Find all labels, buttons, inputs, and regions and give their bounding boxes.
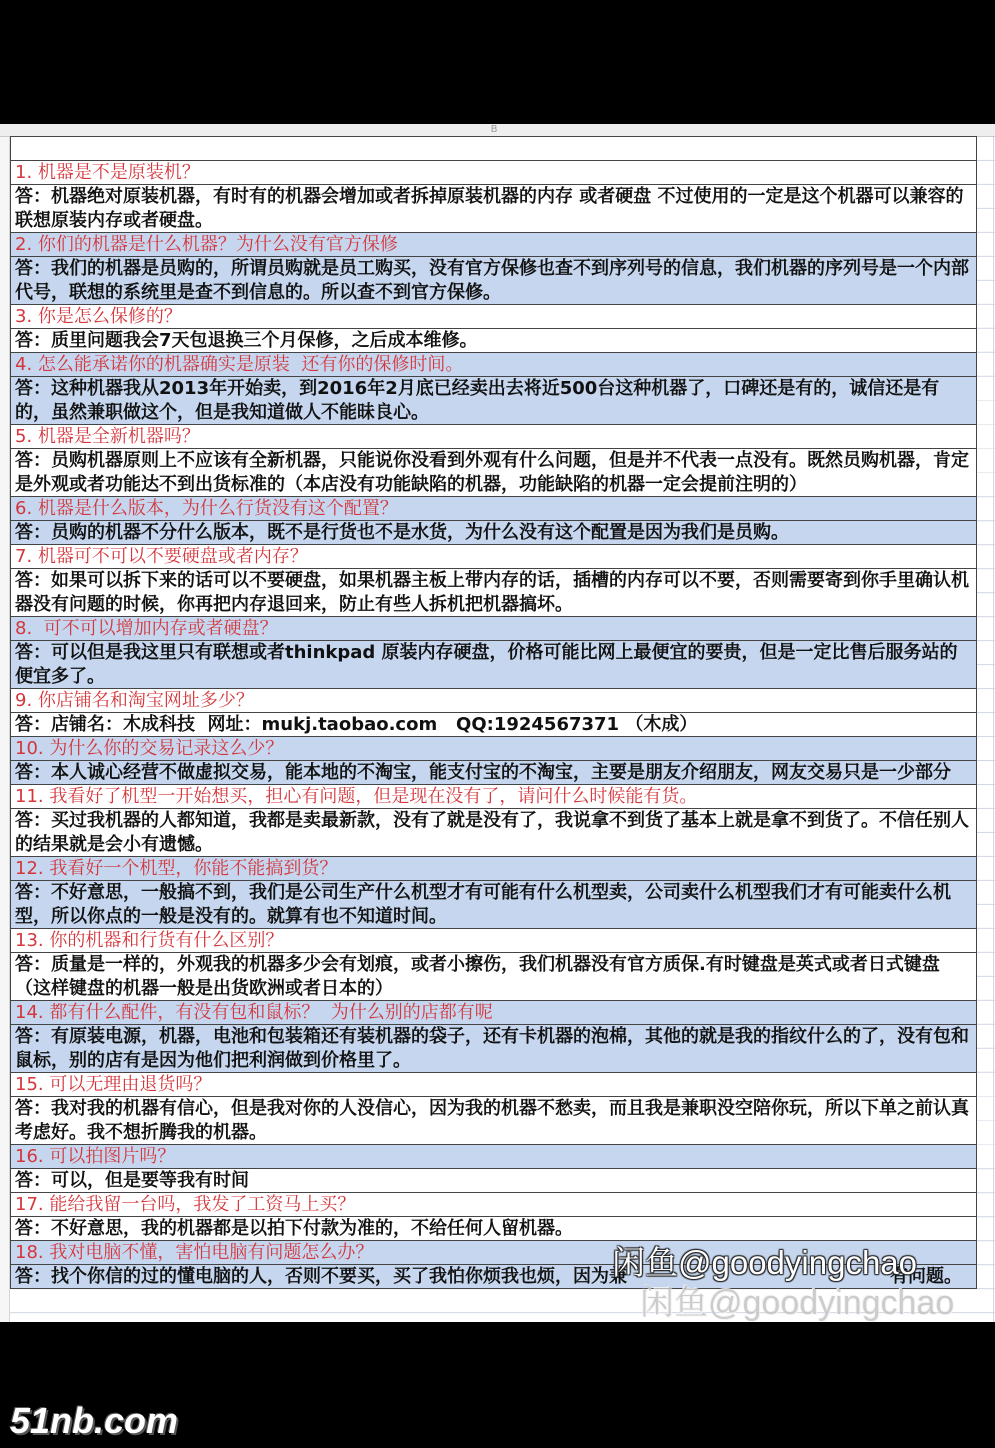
answer-cell-7[interactable] (11, 569, 976, 617)
answer-text: 答：如果可以拆下来的话可以不要硬盘，如果机器主板上带内存的话，插槽的内存可以不要，否则需要寄到你手里确认机器没有问题的时候，你再把内存退回来，防止有些人拆机把机器搞坏。 (15, 570, 969, 615)
xianyu-watermark: 闲鱼@goodyingchao (612, 1244, 918, 1281)
question-cell-15[interactable] (11, 1073, 976, 1097)
question-cell-10[interactable] (11, 737, 976, 761)
column-header-b[interactable]: B (490, 124, 498, 135)
question-cell-9[interactable] (11, 689, 976, 713)
question-cell-14[interactable] (11, 1001, 976, 1025)
question-text: 6. 机器是什么版本，为什么行货没有这个配置？ (15, 498, 398, 519)
question-cell-7[interactable] (11, 545, 976, 569)
gridline (993, 137, 994, 1322)
question-cell-6[interactable] (11, 497, 976, 521)
question-text: 18. 我对电脑不懂，害怕电脑有问题怎么办？ (15, 1242, 374, 1263)
question-text: 3. 你是怎么保修的？ (15, 306, 182, 327)
answer-text: 答：我对我的机器有信心，但是我对你的人没信心，因为我的机器不愁卖，而且我是兼职没空陪你玩，所以下单之前认真考虑好。我不想折腾我的机器。 (15, 1098, 969, 1143)
question-cell-5[interactable] (11, 425, 976, 449)
question-text: 9. 你店铺名和淘宝网址多少？ (15, 690, 254, 711)
answer-text: 答：质里问题我会7天包退换三个月保修，之后成本维修。 (15, 330, 478, 351)
spreadsheet (0, 124, 995, 1322)
answer-cell-12[interactable] (11, 881, 976, 929)
faq-title-cell[interactable] (11, 137, 976, 161)
answer-text: 答：买过我机器的人都知道，我都是卖最新款，没有了就是没有了，我说拿不到货了基本上就是拿不到货了。不信任别人的结果就是会小有遗憾。 (15, 810, 969, 855)
answer-text: 答：员购机器原则上不应该有全新机器，只能说你没看到外观有什么问题，但是并不代表一点没有。既然员购机器，肯定是外观或者功能达不到出货标准的（本店没有功能缺陷的机器，功能缺陷的机器一定会提前注明的） (15, 450, 969, 495)
answer-text: 答：我们的机器是员购的，所谓员购就是员工购买，没有官方保修也查不到序列号的信息，我们机器的序列号是一个内部代号，联想的系统里是查不到信息的。所以查不到官方保修。 (15, 258, 969, 303)
question-text: 16. 可以拍图片吗？ (15, 1146, 176, 1167)
answer-text-tail: 有问题。 (890, 1266, 962, 1287)
answer-cell-6[interactable] (11, 521, 976, 545)
faq-table (10, 136, 977, 1289)
question-cell-17[interactable] (11, 1193, 976, 1217)
question-text: 14. 都有什么配件，有没有包和鼠标？ 为什么别的店都有呢 (15, 1002, 493, 1023)
answer-cell-2[interactable] (11, 257, 976, 305)
answer-text: 答：不好意思，一般搞不到，我们是公司生产什么机型才有可能有什么机型卖，公司卖什么机型我们才有可能卖什么机型，所以你点的一般是没有的。就算有也不知道时间。 (15, 882, 951, 927)
answer-text: 答：店铺名：木成科技 网址：mukj.taobao.com QQ:1924567371 （木成） (15, 714, 698, 735)
question-text: 1. 机器是不是原装机？ (15, 162, 200, 183)
answer-cell-4[interactable] (11, 377, 976, 425)
question-text: 8. 可不可以增加内存或者硬盘？ (15, 618, 278, 639)
answer-text: 答：有原装电源，机器，电池和包装箱还有装机器的袋子，还有卡机器的泡棉，其他的就是我的指纹什么的了，没有包和鼠标，别的店有是因为他们把利润做到价格里了。 (15, 1026, 969, 1071)
answer-cell-14[interactable] (11, 1025, 976, 1073)
answer-cell-10[interactable] (11, 761, 976, 785)
question-cell-4[interactable] (11, 353, 976, 377)
answer-cell-11[interactable] (11, 809, 976, 857)
question-cell-11[interactable] (11, 785, 976, 809)
answer-cell-9[interactable] (11, 713, 976, 737)
question-cell-3[interactable] (11, 305, 976, 329)
answer-text: 答：可以，但是要等我有时间 (15, 1170, 249, 1191)
question-text: 17. 能给我留一台吗，我发了工资马上买？ (15, 1194, 356, 1215)
question-cell-8[interactable] (11, 617, 976, 641)
site-watermark-logo: 51nb.com (10, 1400, 179, 1441)
answer-text: 答：员购的机器不分什么版本，既不是行货也不是水货，为什么没有这个配置是因为我们是员购。 (15, 522, 789, 543)
answer-text: 答：这种机器我从2013年开始卖，到2016年2月底已经卖出去将近500台这种机器了，口碑还是有的，诚信还是有的，虽然兼职做这个，但是我知道做人不能昧良心。 (15, 378, 940, 423)
answer-cell-13[interactable] (11, 953, 976, 1001)
answer-cell-5[interactable] (11, 449, 976, 497)
answer-text: 答：质量是一样的，外观我的机器多少会有划痕，或者小擦伤，我们机器没有官方质保.有时键盘是英式或者日式键盘（这样键盘的机器一般是出货欧洲或者日本的） (15, 954, 940, 999)
question-text: 11. 我看好了机型一开始想买，担心有问题，但是现在没有了，请问什么时候能有货。 (15, 786, 698, 807)
question-cell-16[interactable] (11, 1145, 976, 1169)
question-cell-13[interactable] (11, 929, 976, 953)
answer-cell-1[interactable] (11, 185, 976, 233)
answer-cell-16[interactable] (11, 1169, 976, 1193)
xianyu-watermark-shadow: 闲鱼@goodyingchao (640, 1284, 955, 1322)
question-cell-12[interactable] (11, 857, 976, 881)
question-text: 10. 为什么你的交易记录这么少？ (15, 738, 284, 759)
answer-text: 答：机器绝对原装机器，有时有的机器会增加或者拆掉原装机器的内存 或者硬盘 不过使用的一定是这个机器可以兼容的联想原装内存或者硬盘。 (15, 186, 964, 231)
answer-text: 答：可以但是我这里只有联想或者thinkpad 原装内存硬盘，价格可能比网上最便宜的要贵，但是一定比售后服务站的便宜多了。 (15, 642, 958, 687)
question-text: 2. 你们的机器是什么机器？为什么没有官方保修 (15, 234, 398, 255)
answer-text: 答：找个你信的过的懂电脑的人，否则不要买，买了我怕你烦我也烦，因为兼 (15, 1266, 627, 1287)
answer-cell-3[interactable] (11, 329, 976, 353)
question-cell-2[interactable] (11, 233, 976, 257)
question-text: 5. 机器是全新机器吗？ (15, 426, 200, 447)
question-text: 7. 机器可不可以不要硬盘或者内存？ (15, 546, 308, 567)
question-text: 13. 你的机器和行货有什么区别？ (15, 930, 284, 951)
answer-text: 答：不好意思，我的机器都是以拍下付款为准的，不给任何人留机器。 (15, 1218, 573, 1239)
question-text: 15. 可以无理由退货吗？ (15, 1074, 212, 1095)
question-cell-1[interactable] (11, 161, 976, 185)
answer-cell-8[interactable] (11, 641, 976, 689)
answer-cell-15[interactable] (11, 1097, 976, 1145)
question-text: 12. 我看好一个机型，你能不能搞到货？ (15, 858, 338, 879)
question-text: 4. 怎么能承诺你的机器确实是原装 还有你的保修时间。 (15, 354, 464, 375)
row-header-gutter (0, 137, 10, 1322)
answer-text: 答：本人诚心经营不做虚拟交易，能本地的不淘宝，能支付宝的不淘宝，主要是朋友介绍朋友，网友交易只是一少部分 (15, 762, 951, 783)
